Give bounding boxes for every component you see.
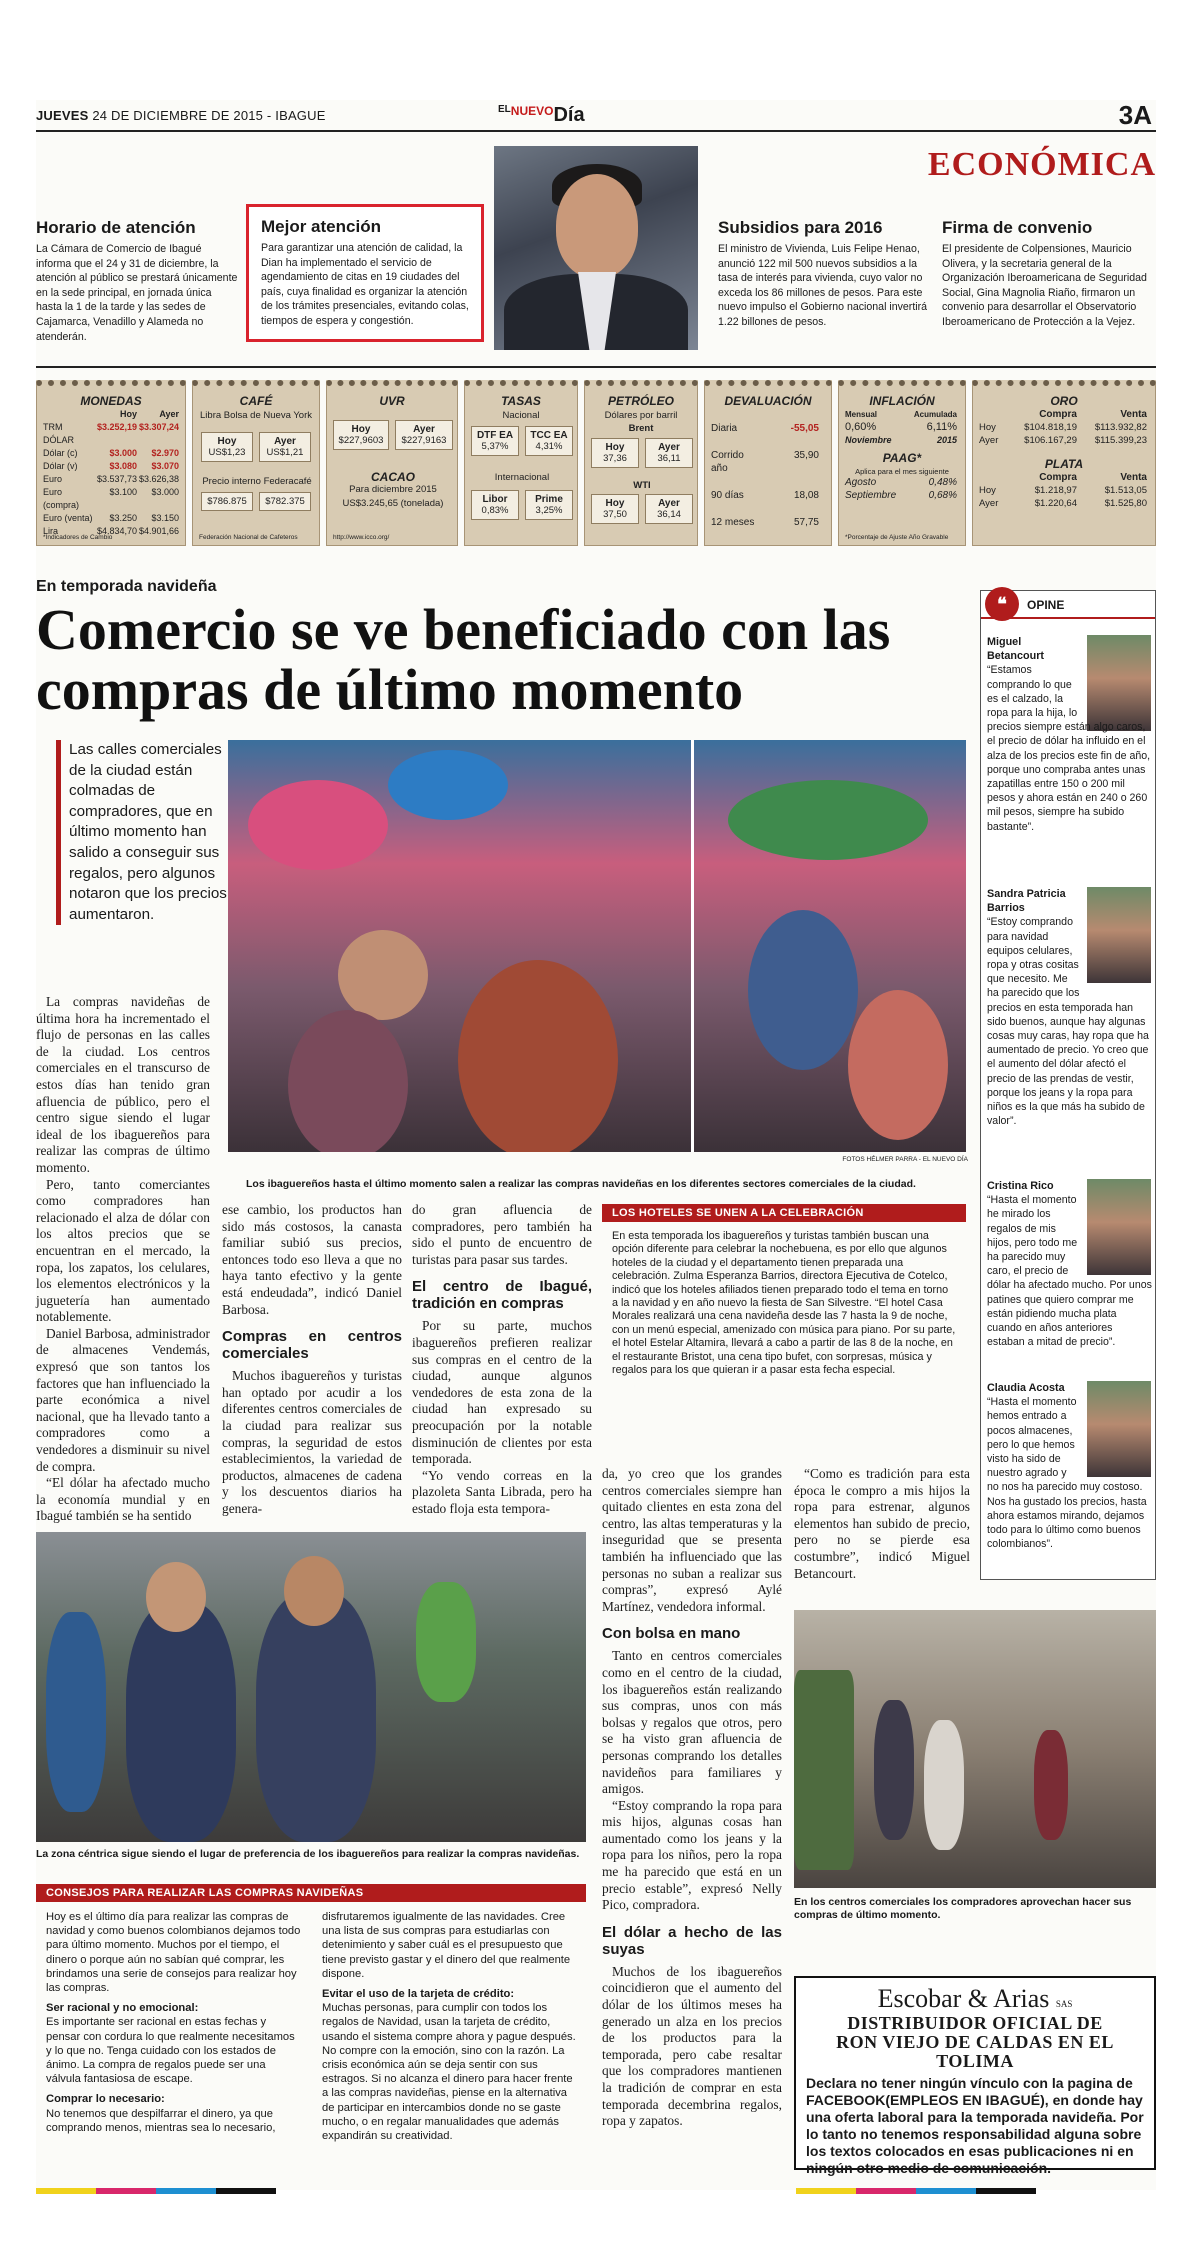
- ad-title: RON VIEJO DE CALDAS EN EL TOLIMA: [836, 2032, 1114, 2071]
- article-kicker: En temporada navideña: [36, 578, 217, 595]
- newspaper-logo: $^{ELNUEVO}$Día: [498, 104, 585, 126]
- brief-horario: [36, 218, 238, 344]
- ad-title: DISTRIBUIDOR OFICIAL DE: [847, 2013, 1103, 2033]
- mall-photo: [794, 1610, 1156, 1888]
- divider: [36, 366, 1156, 368]
- advertisement: [794, 1976, 1156, 2176]
- card-devaluacion: DEVALUACIÓN Diaria -55,05 Corrido año 35,90 90 días 18,08 12 meses 57,75: [704, 380, 832, 546]
- photo-credit: FOTOS HÉLMER PARRA - EL NUEVO DÍA: [842, 1156, 968, 1163]
- shoppers-photo: [228, 740, 966, 1152]
- article-column-3: do gran afluencia de compradores, pero también ha sido el punto de encuentro de turistas para pasar sus tardes. El centro de Ibagué, tradición en compras Por su parte, muchos ibaguereños prefieren realizar sus compras en el centro de la ciudad, aunque algunos vendedores de esta zona de la ciudad han expresado su preocupación por la notable disminución de clientes por esta temporada. “Yo vendo correas en la plazoleta Santa Librada, pero ha estado floja esta tempora-: [412, 1202, 592, 1516]
- ad-text: Declara no tener ningún vínculo con la pagina de FACEBOOK(EMPLEOS EN IBAGUÉ), en donde hay una oferta laboral para la temporada navideña. Por lo tanto no tenemos responsabilidad alguna sobre los textos colocados en esas publicaciones ni en ningún otro medio de comunicación.: [806, 2075, 1144, 2176]
- brief-convenio: [942, 218, 1156, 330]
- consejos-box: CONSEJOS PARA REALIZAR LAS COMPRAS NAVIDEÑAS Hoy es el último día para realizar las compras de navidad y como buenos colombianos dejamos todo para último momento. Muchos por el tiempo, el dinero o porque aún no sabían qué comprar, les brindamos una serie de consejos para realizar hoy las compras. Ser racional y no emocional: Es importante ser racional en estas fechas y pensar con cordura lo que realmente necesitamos y lo que no. Tenga cuidado con los estados de ánimo. La compra de regalos puede ser una válvula fantasiosa de escape. Comprar lo necesario: No tenemos que despilfarrar el dinero, ya que comprando menos, mientras sea lo necesario, disfrutaremos igualmente de las navidades. Cree una lista de sus compras para estudiarlas con detenimiento y saber cuál es el presupuesto que tiene previsto gastar y el dinero del que realmente dispone. Evitar el uso de la tarjeta de crédito: Muchas personas, para cumplir con todos los regalos de Navidad, usan la tarjeta de crédito, usando el sistema compre ahora y pague después. No compre con la emoción, sino con la razón. La crisis económica aún se deja sentir con sus estragos. Si no alcanza el dinero para hacer frente a las compras navideñas, piense en la alternativa de participar en intercambios donde no se gaste mucho, o en regalar manualidades que además expandirán su creatividad.: [36, 1884, 586, 2151]
- brief-mejor-atencion: [246, 204, 484, 342]
- article-lead: Las calles comerciales de la ciudad están colmadas de compradores, que en último momento han salido a conseguir sus regalos, pero algunos notaron que los precios aumentaron.: [56, 740, 234, 925]
- brief-title: Subsidios para 2016: [718, 218, 883, 237]
- opinion-item: Cristina Rico “Hasta el momento he mirado los regalos de mis hijos, pero todo me ha parecido muy caro, el precio de dólar ha afectado mucho. Por unos patines que quiero comprar me están pidiendo mucha plata cuando en años anteriores estaban a mitad de precio”.: [987, 1180, 1152, 1349]
- card-monedas: MONEDAS Hoy Ayer TRM DÓLAR $3.252,19 $3.307,24 Dólar (c) $3.000 $2.970 Dólar (v) $3.080 $3.070 Euro $3.537,73 $3.626,38 Euro (compra) $3.100 $3.000 Euro (venta) $3.250 $3.150 Lira $4.834,70 $4.901,66 *Indicadores de Cambio: [36, 380, 186, 546]
- article-column-4: da, yo creo que los grandes centros comerciales siempre han quitado clientes en esta zona del centro, las altas temperaturas y la inseguridad que se presenta también ha influenciado que las personas no suban a realizar sus compras”, expresó Aylé Martínez, vendedora informal. Con bolsa en mano Tanto en centros comerciales como en el centro de la ciudad, los ibaguereños están realizando sus compras, unos con más bolsas y regalos que otros, pero se ha visto gran afluencia de personas comprando los detalles navideños para familiares y amigos. “Estoy comprando la ropa para mis hijos, algunas cosas han aumentado como los jeans y la ropa para los niños, pero la ropa me ha parecido que está en un precio estable”, expresó Nelly Pico, compradora. El dólar a hecho de las suyas Muchos de los ibaguereños coincidieron que el aumento del dólar de los últimos meses ha generado un alza en los precios de los productos para la temporada, pero cabe resaltar que los compradores mantienen la tradición de comprar en esta temporada decembrina regalos, ropa y zapatos.: [602, 1466, 782, 2129]
- card-cafe: CAFÉ Libra Bolsa de Nueva York Hoy US$1,23 Ayer US$1,21 Precio interno Federacafé $786.875 $782.375 Federación Nacional de Cafeteros: [192, 380, 320, 546]
- page-date: JUEVES 24 DE DICIEMBRE DE 2015 - IBAGUE: [36, 108, 326, 123]
- brief-text: Para garantizar una atención de calidad, la Dian ha implementado el servicio de agendamiento de citas en 19 ciudades del país, cuya finalidad es organizar la atención de los trámites presenciales, evitando colas, tiempos de espera y congestión.: [261, 242, 469, 327]
- brief-title: Firma de convenio: [942, 218, 1093, 237]
- article-column-5: “Como es tradición para esta época le compro a mis hijos la ropa para estrenar, algunos elementos han subido de precio, pero no se pierde esa costumbre”, indicó Miguel Betancourt.: [794, 1466, 970, 1581]
- opinion-item: Sandra Patricia Barrios “Estoy comprando para navidad equipos celulares, ropa y otras cositas que necesito. Me ha parecido que los precios en esta temporada han sido buenos, aunque hay algunas cosas muy caras, hay ropa que ha aumentado de precio. Yo creo que el aumento del dólar afectó el precio de las prendas de vestir, porque los jeans y la ropa para niños es la que más ha subido de valor”.: [987, 888, 1149, 1128]
- speech-bubble-icon: ❝: [985, 587, 1019, 621]
- page-header: [36, 100, 1156, 132]
- hoteles-box: LOS HOTELES SE UNEN A LA CELEBRACIÓN En esta temporada los ibaguereños y turistas también buscan una opción diferente para celebrar la nochebuena, es por ello que algunos hoteles de la ciudad y el departamento tienen preparada una celebración. Zulma Esperanza Barrios, directora Ejecutiva de Cotelco, indicó que los hoteles afiliados tienen preparado todo el tema en torno a la navidad y en año nuevo la fiesta de San Silvestre. “El hotel Casa Morales realizará una cena navideña desde las 7 hasta la 9 de noche, con un menú especial, amenizado con música para piano. Por su parte, el hotel Estelar Altamira, llevará a cabo a partir de las 8 de la noche, en el restaurante Bristot, una cena tipo bufet, con sorpresas, música y regalos para los que quieran ir a pasar esta fecha especial.: [602, 1204, 966, 1385]
- minister-photo: [494, 146, 698, 350]
- economic-indicators: [36, 380, 1156, 552]
- brief-subsidios: [718, 218, 928, 330]
- article-column-1: La compras navideñas de última hora ha incrementado el flujo de personas en las calles de la ciudad. Los centros comerciales en el transcurso de estos días han tenido gran afluencia de público, pero el centro sigue siendo el lugar ideal de los ibaguereños para realizar las compras de último momento. Pero, tanto comerciantes como compradores han relacionado el alza de dólar con los altos precios que se encuentran en el mercado, la ropa, los zapatos, los celulares, los elementos electrónicos y la juguetería han aumentado notablemente. Daniel Barbosa, administrador de almacenes Vendemás, expresó que son tantos los factores que han influenciado la parte económica a nivel nacional, que ha llevado tanto a compradores como a vendedores a disminuir su nivel de compra. “El dólar ha afectado mucho la economía mundial y en Ibagué también se ha sentido: [36, 994, 210, 1524]
- opinion-item: Claudia Acosta “Hasta el momento hemos entrado a pocos almacenes, pero lo que hemos visto ha sido de nuestro agrado y no nos ha parecido muy costoso. Nos ha gustado los precios, hasta ahora estamos mirando, dejamos todo para lo último como buenos colombianos”.: [987, 1382, 1147, 1551]
- print-color-bar: [156, 2188, 216, 2194]
- brief-title: Horario de atención: [36, 218, 196, 237]
- print-color-bar: [216, 2188, 276, 2194]
- card-oro: ORO Compra Venta Hoy $104.818,19 $113.932,82 Ayer $106.167,29 $115.399,23 PLATA Compra Venta Hoy $1.218,97 $1.513,05 Ayer $1.220,64 $1.525,80: [972, 380, 1156, 546]
- opine-header: ❝ OPINE: [981, 591, 1155, 619]
- card-inflacion: INFLACIÓN Mensual Acumulada 0,60% 6,11% Noviembre 2015 PAAG* Aplica para el mes siguiente Agosto 0,48% Septiembre 0,68% *Porcentaje de Ajuste Año Gravable: [838, 380, 966, 546]
- street-caption: La zona céntrica sigue siendo el lugar de preferencia de los ibaguereños para realizar la compras navideñas.: [36, 1848, 580, 1860]
- photo-caption: Los ibaguereños hasta el último momento salen a realizar las compras navideñas en los diferentes sectores comerciales de la ciudad.: [246, 1178, 916, 1190]
- brief-text: La Cámara de Comercio de Ibagué informa que el 24 y 31 de diciembre, la atención al público se prestará únicamente en la sede principal, en jornada única hasta la 1 de la tarde y las sedes de Cajamarca, Venadillo y Alameda no atenderán.: [36, 243, 238, 343]
- print-color-bar: [916, 2188, 976, 2194]
- mall-caption: En los centros comerciales los compradores aprovechan hacer sus compras de último momento.: [794, 1896, 1132, 1921]
- print-color-bar: [36, 2188, 96, 2194]
- page-number: 3A: [1118, 100, 1152, 130]
- opinion-item: Miguel Betancourt “Estamos comprando lo que es el calzado, la ropa para la hija, lo precios siempre están algo caros, el precio de dólar ha influido en el alza de los precios este fin de año, porque uno compraba antes unas zapatillas entre 150 o 200 mil pesos y ahora están en 240 o 260 mil pesos, siempre ha subido bastante”.: [987, 636, 1151, 833]
- brief-title: Mejor atención: [261, 217, 381, 236]
- print-color-bar: [96, 2188, 156, 2194]
- card-petroleo: PETRÓLEO Dólares por barril Brent Hoy 37,36 Ayer 36,11 WTI Hoy 37,50 Ayer 36,14: [584, 380, 698, 546]
- article-headline: Comercio se ve beneficiado con las compras de último momento: [36, 597, 891, 722]
- print-color-bar: [976, 2188, 1036, 2194]
- card-tasas: TASAS Nacional DTF EA 5,37% TCC EA 4,31% Internacional Libor 0,83% Prime 3,25%: [464, 380, 578, 546]
- article-column-2: ese cambio, los productos han sido más costosos, la canasta familiar subió sus precios, entonces todo eso lleva a que no haya tanto efectivo y la gente está endeudada”, indicó Daniel Barbosa. Compras en centros comerciales Muchos ibaguereños y turistas han optado por acudir a los diferentes centros comerciales de la ciudad para realizar sus compras, la seguridad de estos establecimientos, la variedad de productos, almacenes de cadena y los descuentos diarios ha genera-: [222, 1202, 402, 1516]
- opine-sidebar: [980, 590, 1156, 1580]
- brief-text: El ministro de Vivienda, Luis Felipe Henao, anunció 122 mil 500 nuevos subsidios a la tasa de interés para vivienda, cuyo valor no exceda los 86 millones de pesos. Para este nuevo impulso el Gobierno nacional invertirá 1.22 billones de pesos.: [718, 243, 928, 328]
- card-uvr: UVR Hoy $227,9603 Ayer $227,9163 CACAO Para diciembre 2015 US$3.245,65 (tonelada) http://www.icco.org/: [326, 380, 458, 546]
- newspaper-page: [36, 100, 1156, 2190]
- print-color-bar: [796, 2188, 856, 2194]
- section-title: ECONÓMICA: [927, 146, 1156, 183]
- brief-text: El presidente de Colpensiones, Mauricio Olivera, y la secretaria general de la Organización Iberoamericana de Seguridad Social, Gina Magnolia Riaño, firmaron un convenio para desarrollar el Observatorio Iberoamericano de Protección a la Vejez.: [942, 243, 1147, 328]
- ad-logo: Escobar & Arias SAS: [877, 1984, 1073, 2013]
- print-color-bar: [856, 2188, 916, 2194]
- street-photo: [36, 1532, 586, 1842]
